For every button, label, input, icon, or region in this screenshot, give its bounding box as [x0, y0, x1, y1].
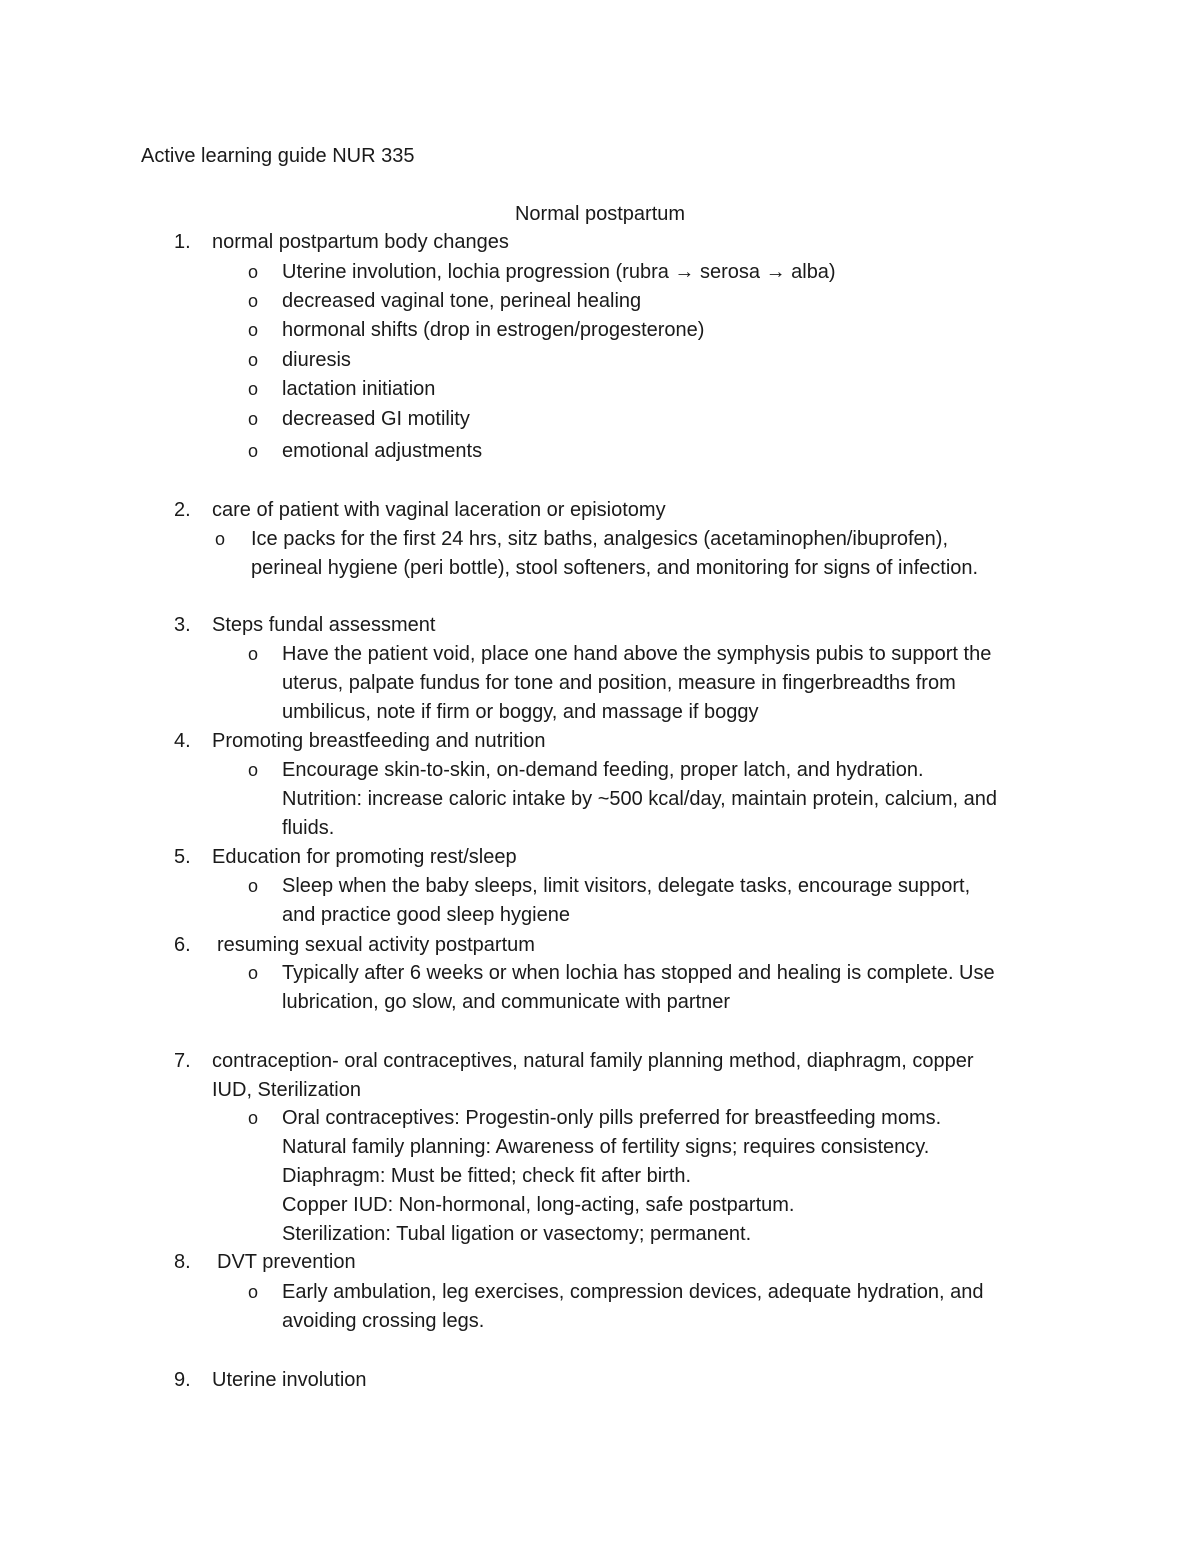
- bullet-text: Encourage skin-to-skin, on-demand feeding, proper latch, and hydration.: [282, 759, 924, 781]
- bullet-marker: o: [248, 876, 259, 896]
- bullet-text: hormonal shifts (drop in estrogen/progesterone): [282, 319, 705, 341]
- bullet-marker: o: [248, 262, 259, 282]
- bullet-text: Natural family planning: Awareness of fertility signs; requires consistency.: [282, 1136, 930, 1158]
- list-item-number: 5.: [174, 846, 191, 868]
- bullet-text: Early ambulation, leg exercises, compression devices, adequate hydration, and: [282, 1281, 984, 1303]
- list-item-title: resuming sexual activity postpartum: [217, 934, 535, 956]
- bullet-text: diuresis: [282, 349, 351, 371]
- bullet-marker: o: [215, 529, 226, 549]
- bullet-text: Have the patient void, place one hand above the symphysis pubis to support the: [282, 643, 992, 665]
- bullet-text: decreased vaginal tone, perineal healing: [282, 290, 642, 312]
- bullet-text: Sleep when the baby sleeps, limit visitors, delegate tasks, encourage support,: [282, 875, 971, 897]
- bullet-text: Copper IUD: Non-hormonal, long-acting, safe postpartum.: [282, 1194, 795, 1216]
- bullet-marker: o: [248, 350, 259, 370]
- bullet-text: Ice packs for the first 24 hrs, sitz baths, analgesics (acetaminophen/ibuprofen),: [251, 528, 949, 550]
- list-item-title: contraception- oral contraceptives, natural family planning method, diaphragm, copper: [212, 1050, 974, 1072]
- bullet-marker: o: [248, 1282, 259, 1302]
- list-item-number: 4.: [174, 730, 191, 752]
- bullet-marker: o: [248, 320, 259, 340]
- bullet-text: lubrication, go slow, and communicate with partner: [282, 991, 731, 1013]
- bullet-text: decreased GI motility: [282, 408, 470, 430]
- bullet-text: emotional adjustments: [282, 440, 483, 462]
- bullet-marker: o: [248, 644, 259, 664]
- bullet-text: fluids.: [282, 817, 335, 839]
- list-item-number: 7.: [174, 1050, 191, 1072]
- bullet-marker: o: [248, 291, 259, 311]
- page-title: Normal postpartum: [514, 203, 686, 225]
- bullet-marker: o: [248, 760, 259, 780]
- bullet-marker: o: [248, 441, 259, 461]
- list-item-title: normal postpartum body changes: [212, 231, 509, 253]
- bullet-marker: o: [248, 1108, 259, 1128]
- list-item-title: Steps fundal assessment: [212, 614, 436, 636]
- list-item-number: 6.: [174, 934, 191, 956]
- document-heading: Active learning guide NUR 335: [141, 145, 415, 167]
- bullet-text: and practice good sleep hygiene: [282, 904, 570, 926]
- bullet-marker: o: [248, 379, 259, 399]
- list-item-title: care of patient with vaginal laceration or episiotomy: [212, 499, 666, 521]
- bullet-text: lactation initiation: [282, 378, 436, 400]
- bullet-text: uterus, palpate fundus for tone and position, measure in fingerbreadths from: [282, 672, 956, 694]
- list-item-title: DVT prevention: [217, 1251, 356, 1273]
- list-item-title: Uterine involution: [212, 1369, 367, 1391]
- list-item-title: IUD, Sterilization: [212, 1079, 361, 1101]
- bullet-marker: o: [248, 409, 259, 429]
- list-item-title: Education for promoting rest/sleep: [212, 846, 517, 868]
- bullet-text: Nutrition: increase caloric intake by ~500 kcal/day, maintain protein, calcium, and: [282, 788, 997, 810]
- list-item-number: 2.: [174, 499, 191, 521]
- bullet-text: Diaphragm: Must be fitted; check fit after birth.: [282, 1165, 692, 1187]
- list-item-number: 9.: [174, 1369, 191, 1391]
- list-item-number: 1.: [174, 231, 191, 253]
- bullet-text: avoiding crossing legs.: [282, 1310, 485, 1332]
- bullet-text: Uterine involution, lochia progression (rubra → serosa → alba): [282, 261, 836, 283]
- bullet-text: perineal hygiene (peri bottle), stool softeners, and monitoring for signs of infection.: [251, 557, 979, 579]
- bullet-marker: o: [248, 963, 259, 983]
- bullet-text: Typically after 6 weeks or when lochia has stopped and healing is complete. Use: [282, 962, 995, 984]
- list-item-title: Promoting breastfeeding and nutrition: [212, 730, 546, 752]
- list-item-number: 3.: [174, 614, 191, 636]
- bullet-text: umbilicus, note if firm or boggy, and massage if boggy: [282, 701, 759, 723]
- bullet-text: Sterilization: Tubal ligation or vasectomy; permanent.: [282, 1223, 752, 1245]
- list-item-number: 8.: [174, 1251, 191, 1273]
- bullet-text: Oral contraceptives: Progestin-only pills preferred for breastfeeding moms.: [282, 1107, 942, 1129]
